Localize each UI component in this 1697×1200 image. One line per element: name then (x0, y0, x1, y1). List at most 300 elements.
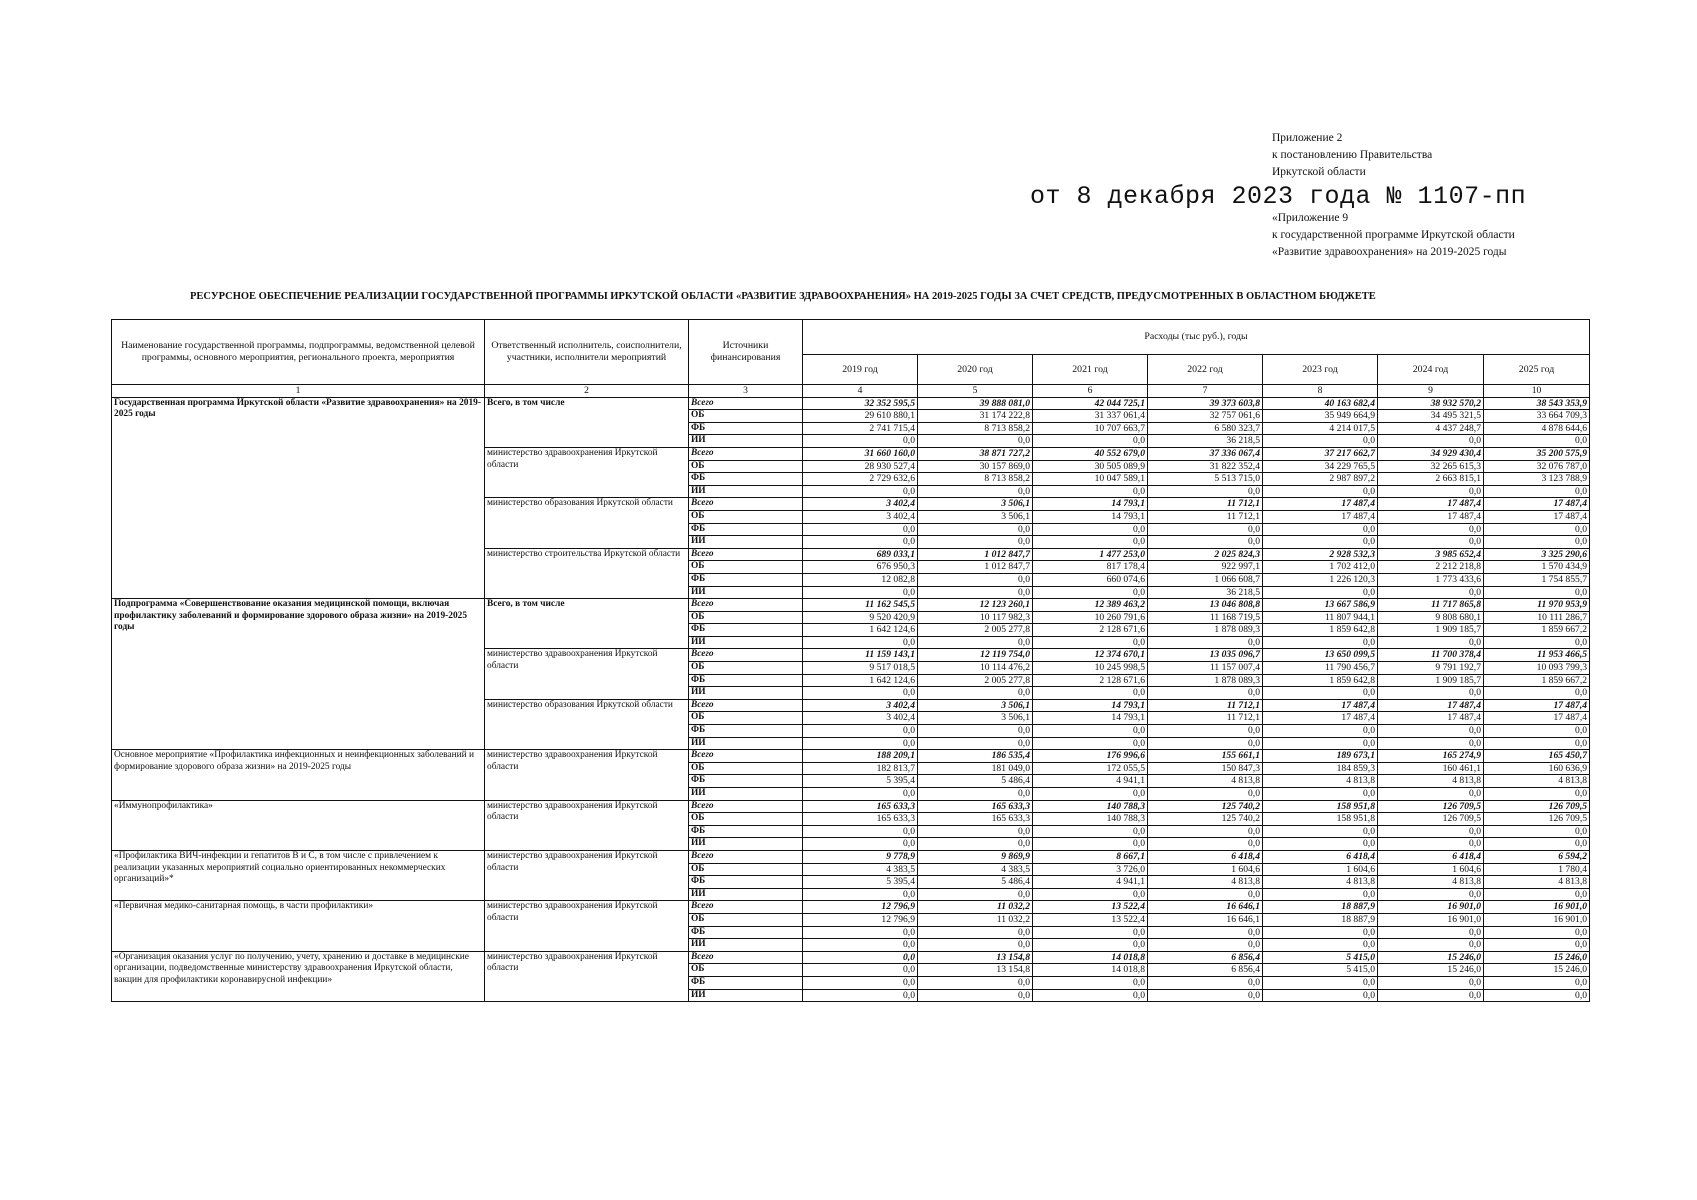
header-year: 2021 год (1033, 355, 1148, 385)
source-cell: ФБ (689, 976, 803, 989)
amount-cell: 0,0 (803, 838, 918, 851)
amount-cell: 165 633,3 (803, 813, 918, 826)
source-cell: ФБ (689, 825, 803, 838)
amount-cell: 16 901,0 (1378, 913, 1484, 926)
amount-cell: 1 226 120,3 (1263, 573, 1378, 586)
amount-cell: 0,0 (1484, 725, 1590, 738)
amount-cell: 0,0 (803, 435, 918, 448)
program-name-cell: «Профилактика ВИЧ-инфекции и гепатитов В и С, в том числе с привлечением к реализации указанных мероприятий социально ориентированных некоммерческих организаций»* (112, 850, 485, 900)
amount-cell: 34 929 430,4 (1378, 447, 1484, 460)
amount-cell: 0,0 (918, 573, 1033, 586)
amount-cell: 9 808 680,1 (1378, 611, 1484, 624)
amount-cell: 817 178,4 (1033, 561, 1148, 574)
amount-cell: 0,0 (1148, 485, 1263, 498)
column-index: 8 (1263, 385, 1378, 398)
source-cell: Всего (689, 750, 803, 763)
amount-cell: 11 162 545,5 (803, 599, 918, 612)
amount-cell: 0,0 (1484, 976, 1590, 989)
source-cell: ИИ (689, 838, 803, 851)
amount-cell: 15 246,0 (1484, 964, 1590, 977)
amount-cell: 11 168 719,5 (1148, 611, 1263, 624)
source-cell: ОБ (689, 762, 803, 775)
amount-cell: 34 229 765,5 (1263, 460, 1378, 473)
amount-cell: 4 813,8 (1378, 775, 1484, 788)
amount-cell: 17 487,4 (1484, 510, 1590, 523)
header-expenses: Расходы (тыс руб.), годы (803, 320, 1590, 355)
appendix-line: Приложение 2 (1272, 132, 1343, 144)
amount-cell: 0,0 (1378, 825, 1484, 838)
amount-cell: 9 520 420,9 (803, 611, 918, 624)
amount-cell: 0,0 (803, 536, 918, 549)
date-stamp: от 8 декабря 2023 года № 1107-пп (1030, 182, 1527, 211)
amount-cell: 5 486,4 (918, 775, 1033, 788)
amount-cell: 3 123 788,9 (1484, 473, 1590, 486)
source-cell: Всего (689, 599, 803, 612)
amount-cell: 1 642 124,6 (803, 674, 918, 687)
amount-cell: 33 664 709,3 (1484, 410, 1590, 423)
amount-cell: 0,0 (918, 536, 1033, 549)
amount-cell: 14 793,1 (1033, 699, 1148, 712)
amount-cell: 34 495 321,5 (1378, 410, 1484, 423)
amount-cell: 2 128 671,6 (1033, 674, 1148, 687)
amount-cell: 1 878 089,3 (1148, 674, 1263, 687)
amount-cell: 30 157 869,0 (918, 460, 1033, 473)
amount-cell: 1 066 608,7 (1148, 573, 1263, 586)
source-cell: Всего (689, 901, 803, 914)
amount-cell: 16 901,0 (1378, 901, 1484, 914)
amount-cell: 13 650 099,5 (1263, 649, 1378, 662)
source-cell: Всего (689, 800, 803, 813)
amount-cell: 160 461,1 (1378, 762, 1484, 775)
amount-cell: 126 709,5 (1484, 813, 1590, 826)
amount-cell: 0,0 (803, 926, 918, 939)
amount-cell: 1 909 185,7 (1378, 674, 1484, 687)
amount-cell: 140 788,3 (1033, 800, 1148, 813)
amount-cell: 0,0 (1484, 939, 1590, 952)
amount-cell: 32 352 595,5 (803, 397, 918, 410)
amount-cell: 13 154,8 (918, 964, 1033, 977)
source-cell: ОБ (689, 460, 803, 473)
amount-cell: 8 713 858,2 (918, 473, 1033, 486)
table-row (112, 951, 1590, 964)
amount-cell: 0,0 (1263, 435, 1378, 448)
column-index: 9 (1378, 385, 1484, 398)
executor-cell: министерство здравоохранения Иркутской области (485, 649, 689, 699)
amount-cell: 31 822 352,4 (1148, 460, 1263, 473)
amount-cell: 11 807 944,1 (1263, 611, 1378, 624)
amount-cell: 12 389 463,2 (1033, 599, 1148, 612)
amount-cell: 4 813,8 (1263, 876, 1378, 889)
amount-cell: 10 047 589,1 (1033, 473, 1148, 486)
amount-cell: 3 985 652,4 (1378, 548, 1484, 561)
amount-cell: 155 661,1 (1148, 750, 1263, 763)
amount-cell: 17 487,4 (1263, 712, 1378, 725)
amount-cell: 0,0 (803, 825, 918, 838)
amount-cell: 14 793,1 (1033, 712, 1148, 725)
source-cell: ФБ (689, 523, 803, 536)
amount-cell: 11 712,1 (1148, 498, 1263, 511)
amount-cell: 0,0 (1148, 939, 1263, 952)
appendix-line: Иркутской области (1272, 166, 1366, 178)
amount-cell: 0,0 (1033, 926, 1148, 939)
executor-cell: министерство здравоохранения Иркутской области (485, 800, 689, 850)
amount-cell: 31 660 160,0 (803, 447, 918, 460)
amount-cell: 3 325 290,6 (1484, 548, 1590, 561)
amount-cell: 0,0 (1263, 989, 1378, 1002)
amount-cell: 6 418,4 (1148, 850, 1263, 863)
amount-cell: 3 506,1 (918, 510, 1033, 523)
column-index: 5 (918, 385, 1033, 398)
amount-cell: 0,0 (1033, 976, 1148, 989)
amount-cell: 0,0 (1033, 737, 1148, 750)
executor-cell: министерство здравоохранения Иркутской области (485, 447, 689, 497)
amount-cell: 0,0 (1263, 636, 1378, 649)
amount-cell: 0,0 (1263, 926, 1378, 939)
amount-cell: 3 402,4 (803, 510, 918, 523)
amount-cell: 10 093 799,3 (1484, 662, 1590, 675)
executor-cell: министерство строительства Иркутской области (485, 548, 689, 598)
amount-cell: 11 970 953,9 (1484, 599, 1590, 612)
source-cell: ИИ (689, 888, 803, 901)
amount-cell: 11 712,1 (1148, 712, 1263, 725)
amount-cell: 2 025 824,3 (1148, 548, 1263, 561)
amount-cell: 13 667 586,9 (1263, 599, 1378, 612)
amount-cell: 0,0 (918, 725, 1033, 738)
amount-cell: 12 796,9 (803, 901, 918, 914)
amount-cell: 2 128 671,6 (1033, 624, 1148, 637)
amount-cell: 0,0 (1484, 485, 1590, 498)
amount-cell: 0,0 (1148, 536, 1263, 549)
amount-cell: 0,0 (1148, 976, 1263, 989)
table-row (112, 800, 1590, 813)
column-index: 6 (1033, 385, 1148, 398)
amount-cell: 35 949 664,9 (1263, 410, 1378, 423)
amount-cell: 10 245 998,5 (1033, 662, 1148, 675)
amount-cell: 0,0 (1484, 825, 1590, 838)
amount-cell: 17 487,4 (1378, 510, 1484, 523)
header-year: 2022 год (1148, 355, 1263, 385)
amount-cell: 0,0 (1033, 536, 1148, 549)
amount-cell: 35 200 575,9 (1484, 447, 1590, 460)
amount-cell: 2 005 277,8 (918, 624, 1033, 637)
amount-cell: 0,0 (1263, 536, 1378, 549)
amount-cell: 1 773 433,6 (1378, 573, 1484, 586)
amount-cell: 3 402,4 (803, 498, 918, 511)
amount-cell: 17 487,4 (1263, 498, 1378, 511)
amount-cell: 1 859 667,2 (1484, 674, 1590, 687)
amount-cell: 4 878 644,6 (1484, 422, 1590, 435)
amount-cell: 13 522,4 (1033, 901, 1148, 914)
program-name-cell: Подпрограмма «Совершенствование оказания медицинской помощи, включая профилактику заболеваний и формирование здорового образа жизни» на 2019-2025 годы (112, 599, 485, 750)
amount-cell: 0,0 (1378, 976, 1484, 989)
amount-cell: 10 114 476,2 (918, 662, 1033, 675)
amount-cell: 0,0 (1033, 788, 1148, 801)
amount-cell: 0,0 (1484, 536, 1590, 549)
amount-cell: 11 712,1 (1148, 510, 1263, 523)
amount-cell: 3 402,4 (803, 699, 918, 712)
amount-cell: 0,0 (1263, 586, 1378, 599)
amount-cell: 0,0 (918, 888, 1033, 901)
amount-cell: 10 111 286,7 (1484, 611, 1590, 624)
amount-cell: 5 486,4 (918, 876, 1033, 889)
amount-cell: 0,0 (1378, 687, 1484, 700)
amount-cell: 0,0 (803, 888, 918, 901)
source-cell: ФБ (689, 422, 803, 435)
amount-cell: 11 157 007,4 (1148, 662, 1263, 675)
amount-cell: 922 997,1 (1148, 561, 1263, 574)
amount-cell: 32 757 061,6 (1148, 410, 1263, 423)
amount-cell: 4 813,8 (1378, 876, 1484, 889)
amount-cell: 0,0 (1033, 435, 1148, 448)
amount-cell: 1 012 847,7 (918, 561, 1033, 574)
amount-cell: 0,0 (1148, 888, 1263, 901)
amount-cell: 0,0 (918, 485, 1033, 498)
source-cell: ФБ (689, 725, 803, 738)
amount-cell: 3 402,4 (803, 712, 918, 725)
amount-cell: 126 709,5 (1484, 800, 1590, 813)
amount-cell: 4 813,8 (1148, 876, 1263, 889)
amount-cell: 0,0 (1484, 687, 1590, 700)
source-cell: ФБ (689, 876, 803, 889)
amount-cell: 0,0 (918, 586, 1033, 599)
amount-cell: 0,0 (1263, 888, 1378, 901)
amount-cell: 165 274,9 (1378, 750, 1484, 763)
amount-cell: 0,0 (803, 976, 918, 989)
amount-cell: 6 418,4 (1378, 850, 1484, 863)
amount-cell: 14 793,1 (1033, 510, 1148, 523)
source-cell: ИИ (689, 636, 803, 649)
amount-cell: 0,0 (918, 788, 1033, 801)
amount-cell: 0,0 (918, 926, 1033, 939)
amount-cell: 9 778,9 (803, 850, 918, 863)
amount-cell: 0,0 (1148, 636, 1263, 649)
amount-cell: 689 033,1 (803, 548, 918, 561)
amount-cell: 0,0 (1033, 989, 1148, 1002)
table-row (112, 599, 1590, 612)
source-cell: Всего (689, 850, 803, 863)
source-cell: Всего (689, 649, 803, 662)
amount-cell: 1 909 185,7 (1378, 624, 1484, 637)
amount-cell: 0,0 (1484, 926, 1590, 939)
amount-cell: 0,0 (1378, 725, 1484, 738)
program-name-cell: «Организация оказания услуг по получению, учету, хранению и доставке в медицинские организации, подведомственные министерству здравоохранения Иркутской области, вакцин для профилактики коронавирусной инфекции» (112, 951, 485, 1001)
amount-cell: 6 418,4 (1263, 850, 1378, 863)
amount-cell: 16 646,1 (1148, 913, 1263, 926)
amount-cell: 12 119 754,0 (918, 649, 1033, 662)
amount-cell: 0,0 (1033, 636, 1148, 649)
amount-cell: 5 513 715,0 (1148, 473, 1263, 486)
amount-cell: 0,0 (1378, 838, 1484, 851)
amount-cell: 1 604,6 (1148, 863, 1263, 876)
amount-cell: 126 709,5 (1378, 800, 1484, 813)
program-name-cell: «Первичная медико-санитарная помощь, в части профилактики» (112, 901, 485, 951)
amount-cell: 0,0 (1484, 737, 1590, 750)
amount-cell: 0,0 (1148, 523, 1263, 536)
amount-cell: 17 487,4 (1378, 498, 1484, 511)
amount-cell: 11 032,2 (918, 901, 1033, 914)
amount-cell: 0,0 (1263, 825, 1378, 838)
executor-cell: министерство здравоохранения Иркутской области (485, 850, 689, 900)
amount-cell: 5 415,0 (1263, 951, 1378, 964)
amount-cell: 2 212 218,8 (1378, 561, 1484, 574)
amount-cell: 0,0 (918, 435, 1033, 448)
amount-cell: 4 813,8 (1148, 775, 1263, 788)
amount-cell: 0,0 (803, 485, 918, 498)
amount-cell: 29 610 880,1 (803, 410, 918, 423)
amount-cell: 1 604,6 (1263, 863, 1378, 876)
amount-cell: 126 709,5 (1378, 813, 1484, 826)
amount-cell: 1 859 667,2 (1484, 624, 1590, 637)
amount-cell: 3 506,1 (918, 498, 1033, 511)
amount-cell: 0,0 (918, 523, 1033, 536)
appendix-header (1272, 130, 1432, 181)
amount-cell: 0,0 (1033, 485, 1148, 498)
source-cell: Всего (689, 397, 803, 410)
amount-cell: 37 336 067,4 (1148, 447, 1263, 460)
amount-cell: 1 570 434,9 (1484, 561, 1590, 574)
amount-cell: 0,0 (918, 687, 1033, 700)
amount-cell: 189 673,1 (1263, 750, 1378, 763)
amount-cell: 0,0 (1148, 687, 1263, 700)
source-cell: Всего (689, 498, 803, 511)
amount-cell: 4 437 248,7 (1378, 422, 1484, 435)
amount-cell: 11 717 865,8 (1378, 599, 1484, 612)
source-cell: ОБ (689, 561, 803, 574)
amount-cell: 125 740,2 (1148, 800, 1263, 813)
amount-cell: 38 932 570,2 (1378, 397, 1484, 410)
amount-cell: 17 487,4 (1484, 712, 1590, 725)
amount-cell: 0,0 (803, 951, 918, 964)
table-row (112, 850, 1590, 863)
header-name: Наименование государственной программы, подпрограммы, ведомственной целевой программы, основного мероприятия, регионального проекта, мероприятия (112, 320, 485, 385)
amount-cell: 0,0 (1263, 485, 1378, 498)
appendix-line: «Развитие здравоохранения» на 2019-2025 годы (1272, 246, 1507, 258)
amount-cell: 13 154,8 (918, 951, 1033, 964)
amount-cell: 0,0 (803, 737, 918, 750)
source-cell: ИИ (689, 989, 803, 1002)
header-year: 2025 год (1484, 355, 1590, 385)
table-body (112, 397, 1590, 1002)
source-cell: ИИ (689, 788, 803, 801)
executor-cell: Всего, в том числе (485, 397, 689, 447)
amount-cell: 158 951,8 (1263, 800, 1378, 813)
column-index: 1 (112, 385, 485, 398)
amount-cell: 14 018,8 (1033, 964, 1148, 977)
source-cell: Всего (689, 447, 803, 460)
amount-cell: 0,0 (1148, 725, 1263, 738)
header-year: 2019 год (803, 355, 918, 385)
amount-cell: 15 246,0 (1484, 951, 1590, 964)
source-cell: ФБ (689, 674, 803, 687)
amount-cell: 0,0 (918, 825, 1033, 838)
amount-cell: 11 700 378,4 (1378, 649, 1484, 662)
amount-cell: 6 856,4 (1148, 964, 1263, 977)
amount-cell: 17 487,4 (1484, 699, 1590, 712)
amount-cell: 12 796,9 (803, 913, 918, 926)
source-cell: ОБ (689, 712, 803, 725)
amount-cell: 11 159 143,1 (803, 649, 918, 662)
executor-cell: министерство здравоохранения Иркутской области (485, 901, 689, 951)
amount-cell: 15 246,0 (1378, 951, 1484, 964)
amount-cell: 6 580 323,7 (1148, 422, 1263, 435)
column-index: 3 (689, 385, 803, 398)
source-cell: ФБ (689, 624, 803, 637)
amount-cell: 0,0 (1148, 926, 1263, 939)
amount-cell: 0,0 (918, 636, 1033, 649)
amount-cell: 3 726,0 (1033, 863, 1148, 876)
amount-cell: 0,0 (1033, 838, 1148, 851)
amount-cell: 40 552 679,0 (1033, 447, 1148, 460)
amount-cell: 37 217 662,7 (1263, 447, 1378, 460)
amount-cell: 0,0 (1378, 939, 1484, 952)
amount-cell: 158 951,8 (1263, 813, 1378, 826)
amount-cell: 4 941,1 (1033, 876, 1148, 889)
amount-cell: 0,0 (803, 989, 918, 1002)
amount-cell: 0,0 (803, 636, 918, 649)
amount-cell: 0,0 (1033, 725, 1148, 738)
amount-cell: 9 517 018,5 (803, 662, 918, 675)
amount-cell: 0,0 (1263, 788, 1378, 801)
table-row (112, 901, 1590, 914)
amount-cell: 0,0 (1378, 888, 1484, 901)
amount-cell: 0,0 (1263, 939, 1378, 952)
source-cell: ОБ (689, 964, 803, 977)
amount-cell: 0,0 (1378, 989, 1484, 1002)
amount-cell: 0,0 (918, 838, 1033, 851)
source-cell: Всего (689, 951, 803, 964)
amount-cell: 165 633,3 (803, 800, 918, 813)
amount-cell: 4 813,8 (1484, 876, 1590, 889)
source-cell: ИИ (689, 536, 803, 549)
amount-cell: 0,0 (1484, 989, 1590, 1002)
amount-cell: 2 741 715,4 (803, 422, 918, 435)
amount-cell: 1 012 847,7 (918, 548, 1033, 561)
amount-cell: 17 487,4 (1263, 510, 1378, 523)
amount-cell: 0,0 (1484, 788, 1590, 801)
amount-cell: 16 646,1 (1148, 901, 1263, 914)
amount-cell: 186 535,4 (918, 750, 1033, 763)
amount-cell: 2 987 897,2 (1263, 473, 1378, 486)
amount-cell: 1 604,6 (1378, 863, 1484, 876)
amount-cell: 0,0 (803, 523, 918, 536)
amount-cell: 39 373 603,8 (1148, 397, 1263, 410)
amount-cell: 6 856,4 (1148, 951, 1263, 964)
amount-cell: 3 506,1 (918, 699, 1033, 712)
source-cell: ФБ (689, 926, 803, 939)
amount-cell: 12 123 260,1 (918, 599, 1033, 612)
amount-cell: 10 260 791,6 (1033, 611, 1148, 624)
amount-cell: 15 246,0 (1378, 964, 1484, 977)
source-cell: ФБ (689, 775, 803, 788)
amount-cell: 4 214 017,5 (1263, 422, 1378, 435)
header-source: Источники финансирования (689, 320, 803, 385)
amount-cell: 10 707 663,7 (1033, 422, 1148, 435)
amount-cell: 184 859,3 (1263, 762, 1378, 775)
amount-cell: 4 383,5 (918, 863, 1033, 876)
amount-cell: 125 740,2 (1148, 813, 1263, 826)
amount-cell: 30 505 089,9 (1033, 460, 1148, 473)
amount-cell: 0,0 (1033, 888, 1148, 901)
amount-cell: 2 005 277,8 (918, 674, 1033, 687)
amount-cell: 0,0 (1378, 636, 1484, 649)
amount-cell: 32 265 615,3 (1378, 460, 1484, 473)
source-cell: ОБ (689, 410, 803, 423)
amount-cell: 0,0 (803, 939, 918, 952)
amount-cell: 1 754 855,7 (1484, 573, 1590, 586)
amount-cell: 14 793,1 (1033, 498, 1148, 511)
amount-cell: 2 663 815,1 (1378, 473, 1484, 486)
amount-cell: 0,0 (803, 586, 918, 599)
